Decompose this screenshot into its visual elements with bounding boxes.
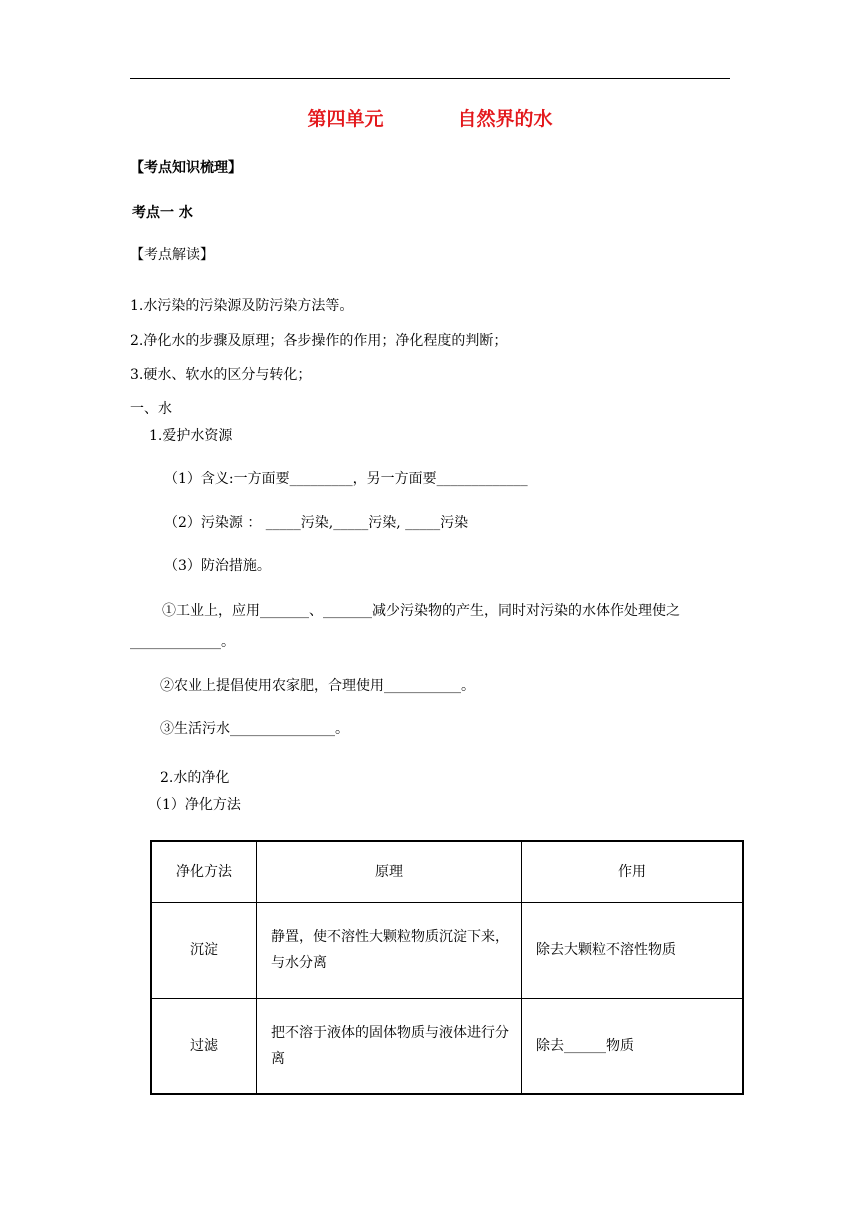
sub1-item: （1）含义:一方面要_________，另一方面要_____________ [164, 471, 528, 487]
sub1-item: （2）污染源 ： _____污染,_____污染, _____污染 [164, 515, 469, 531]
interpretation-item: 1.水污染的污染源及防污染方法等。 [130, 298, 354, 314]
table-header-cell: 原理 [257, 841, 522, 902]
sub1-item: （3）防治措施。 [164, 558, 271, 574]
title-unit: 第四单元 [307, 108, 384, 130]
table-cell-principle: 静置，使不溶性大颗粒物质沉淀下来，与水分离 [257, 902, 522, 998]
table-header-cell: 净化方法 [151, 841, 257, 902]
header-rule [130, 78, 730, 79]
table-cell-principle: 把不溶于液体的固体物质与液体进行分离 [257, 998, 522, 1094]
table-cell-method: 沉淀 [151, 902, 257, 998]
interpretation-item: 2.净化水的步骤及原理；各步操作的作用；净化程度的判断； [130, 333, 508, 349]
section-heading: 【考点知识梳理】 [130, 160, 242, 176]
sub2-heading: 2.水的净化 [160, 770, 230, 786]
table-header-cell: 作用 [522, 841, 744, 902]
table-header-row [151, 841, 743, 902]
measure-item: ②农业上提倡使用农家肥，合理使用___________。 [160, 678, 475, 694]
measure-continuation: _____________。 [130, 634, 235, 650]
title-topic: 自然界的水 [457, 108, 553, 130]
interpretation-heading: 【考点解读】 [130, 247, 214, 263]
table-cell-method: 过滤 [151, 998, 257, 1094]
table-row [151, 902, 743, 998]
sub1-heading: 1.爱护水资源 [149, 428, 233, 444]
measure-item: ①工业上，应用_______、_______减少污染物的产生，同时对污染的水体作处理使之 [162, 603, 680, 619]
part-one-heading: 一、水 [130, 401, 172, 417]
interpretation-item: 3.硬水、软水的区分与转化； [130, 367, 312, 383]
page-title [0, 104, 860, 131]
table-cell-effect: 除去______物质 [522, 998, 744, 1094]
measure-item: ③生活污水_______________。 [160, 721, 349, 737]
purification-table [150, 840, 744, 1095]
table-row [151, 998, 743, 1094]
table-cell-effect: 除去大颗粒不溶性物质 [522, 902, 744, 998]
sub2-item: （1）净化方法 [148, 797, 241, 813]
point-heading: 考点一 水 [132, 205, 193, 221]
